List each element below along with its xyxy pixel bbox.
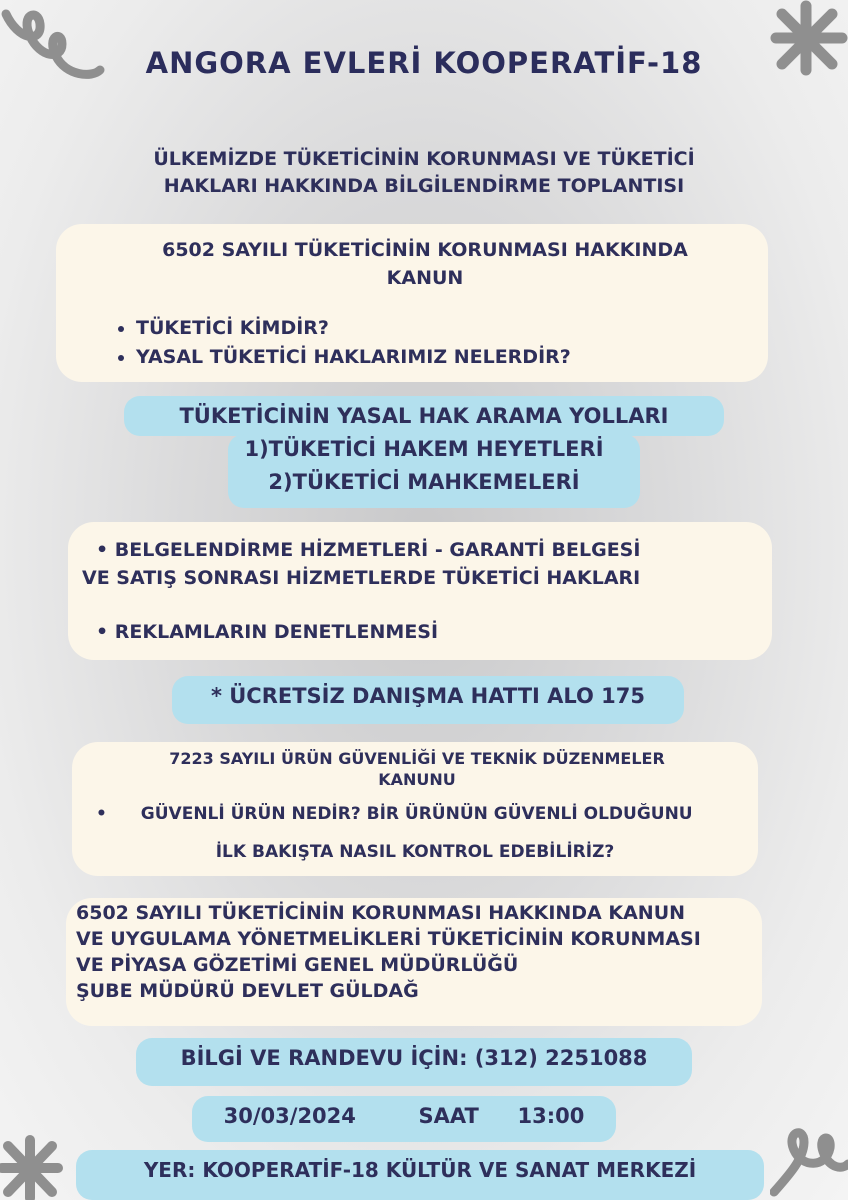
list-item: • TÜKETİCİ KİMDİR? <box>136 314 571 343</box>
subtitle-line-1: ÜLKEMİZDE TÜKETİCİNİN KORUNMASI VE TÜKETİCİ <box>153 148 695 170</box>
list-item: • YASAL TÜKETİCİ HAKLARIMIZ NELERDİR? <box>136 343 571 372</box>
law-7223-box <box>72 742 758 876</box>
info-text: BİLGİ VE RANDEVU İÇİN: (312) 2251088 <box>180 1046 648 1070</box>
certification-line-3: • REKLAMLARIN DENETLENMESİ <box>96 621 439 643</box>
law-7223-heading <box>102 748 732 790</box>
law-7223-heading-line-2: KANUNU <box>378 770 456 789</box>
speaker-line-1: 6502 SAYILI TÜKETİCİNİN KORUNMASI HAKKINDA KANUN <box>76 902 686 924</box>
speaker-line-4: ŞUBE MÜDÜRÜ DEVLET GÜLDAĞ <box>76 980 419 1002</box>
law-6502-box <box>56 224 768 382</box>
event-time: 13:00 <box>517 1104 585 1128</box>
law-6502-heading-line-2: KANUN <box>386 267 464 289</box>
asterisk-decoration-bottom-left <box>0 1130 70 1200</box>
time-label: SAAT <box>418 1104 479 1128</box>
helpline-text: * ÜCRETSİZ DANIŞMA HATTI ALO 175 <box>210 684 646 708</box>
speaker-text <box>76 900 701 1004</box>
certification-line-2: VE SATIŞ SONRASI HİZMETLERDE TÜKETİCİ HAKLARI <box>82 567 641 589</box>
subtitle <box>60 146 788 200</box>
venue-text: YER: KOOPERATİF-18 KÜLTÜR VE SANAT MERKEZİ <box>143 1158 697 1182</box>
squiggle-decoration-bottom-right <box>770 1118 848 1200</box>
speaker-line-3: VE PİYASA GÖZETİMİ GENEL MÜDÜRLÜĞÜ <box>76 954 519 976</box>
subtitle-line-2: HAKLARI HAKKINDA BİLGİLENDİRME TOPLANTISI <box>163 175 685 197</box>
event-date: 30/03/2024 <box>223 1104 356 1128</box>
page-title: ANGORA EVLERİ KOOPERATİF-18 <box>145 46 703 80</box>
legal-remedies-item-1: 1)TÜKETİCİ HAKEM HEYETLERİ <box>244 437 604 461</box>
law-7223-line-2 <box>96 804 693 824</box>
certification-line-1: • BELGELENDİRME HİZMETLERİ - GARANTİ BELGESİ <box>96 539 641 561</box>
speaker-line-2: VE UYGULAMA YÖNETMELİKLERİ TÜKETİCİNİN KORUNMASI <box>76 928 701 950</box>
law-7223-heading-line-1: 7223 SAYILI ÜRÜN GÜVENLİĞİ VE TEKNİK DÜZENMELER <box>169 749 665 768</box>
law-7223-question: GÜVENLİ ÜRÜN NEDİR? BİR ÜRÜNÜN GÜVENLİ OLDUĞUNU <box>140 804 693 824</box>
legal-remedies-heading: TÜKETİCİNİN YASAL HAK ARAMA YOLLARI <box>179 404 669 428</box>
law-6502-heading-line-1: 6502 SAYILI TÜKETİCİNİN KORUNMASI HAKKINDA <box>162 239 688 261</box>
datetime-text <box>192 1104 616 1128</box>
legal-remedies-item-2: 2)TÜKETİCİ MAHKEMELERİ <box>268 470 580 494</box>
legal-remedies-text <box>124 400 724 499</box>
law-7223-line-3: İLK BAKIŞTA NASIL KONTROL EDEBİLİRİZ? <box>215 842 615 862</box>
law-6502-list <box>116 314 571 372</box>
certification-box <box>68 522 772 660</box>
law-6502-heading <box>100 236 750 292</box>
bullet: • <box>96 804 107 824</box>
